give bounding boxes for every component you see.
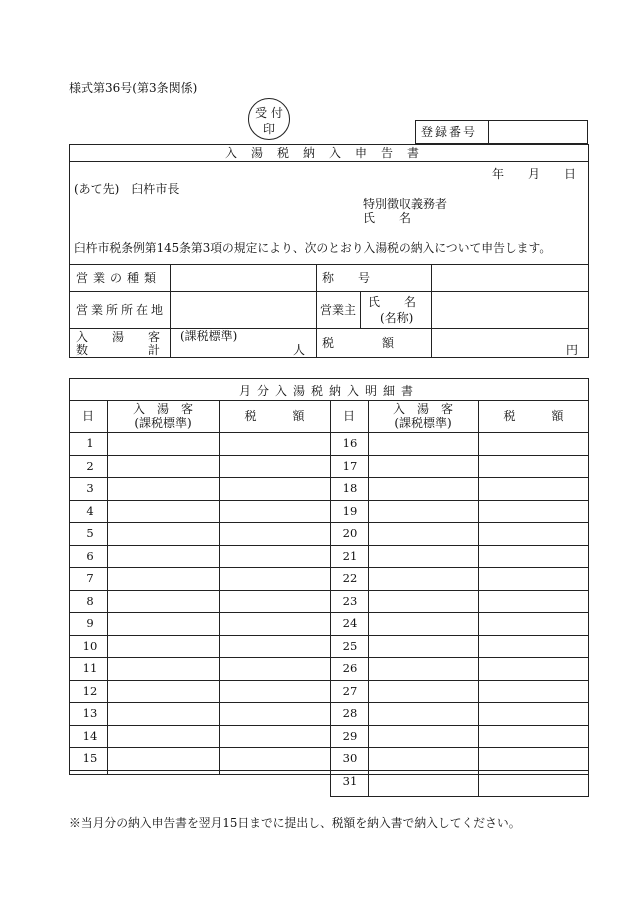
row-separator <box>69 680 589 681</box>
bathers-label-1: 入 湯 客 <box>76 330 161 344</box>
grid-line <box>107 400 108 775</box>
col-tax-left: 税 額 <box>244 409 305 423</box>
grid-line <box>368 400 369 797</box>
date-month-label: 月 <box>528 167 541 181</box>
row-separator <box>69 725 589 726</box>
grid-line <box>330 400 331 775</box>
row-separator <box>69 590 589 591</box>
day-number: 7 <box>86 571 94 585</box>
day-number: 8 <box>86 594 94 608</box>
day-number: 2 <box>86 459 94 473</box>
registration-number-field[interactable] <box>489 121 587 143</box>
business-type-label: 営業の種類 <box>76 271 162 285</box>
business-name-label: 称 号 <box>322 271 371 285</box>
day-number: 6 <box>86 549 94 563</box>
day-number: 9 <box>86 616 94 630</box>
day-number: 29 <box>342 729 358 743</box>
day-number: 25 <box>342 639 358 653</box>
day-number: 3 <box>86 481 94 495</box>
row-separator <box>69 657 589 658</box>
day-number: 1 <box>86 436 94 450</box>
day-number: 15 <box>82 751 98 765</box>
bathers-label-2: 数 計 <box>76 343 161 357</box>
stamp-line2: 印 <box>262 122 275 136</box>
business-type-field[interactable] <box>171 265 316 291</box>
owner-name-label: 氏 名 <box>368 295 417 309</box>
reception-stamp-circle <box>248 98 290 140</box>
day-number: 10 <box>82 639 98 653</box>
bathers-count-field[interactable] <box>171 329 316 357</box>
row-separator <box>69 455 589 456</box>
row-separator <box>69 545 589 546</box>
col-bathers-right-1: 入 湯 客 <box>392 402 453 416</box>
row-separator <box>69 612 589 613</box>
form-id: 様式第36号(第3条関係) <box>69 81 198 95</box>
col-day-left: 日 <box>82 409 95 423</box>
business-name-field[interactable] <box>432 265 588 291</box>
row-separator <box>69 432 589 433</box>
statement: 臼杵市税条例第145条第3項の規定により、次のとおり入湯税の納入について申告します。 <box>74 241 552 255</box>
grid-line <box>478 400 479 797</box>
col-bathers-right-2: (課税標準) <box>394 416 452 430</box>
day-number: 17 <box>342 459 358 473</box>
location-label: 営業所所在地 <box>76 303 167 317</box>
row-separator <box>69 500 589 501</box>
day-number: 30 <box>342 751 358 765</box>
day-number: 26 <box>342 661 358 675</box>
owner-label: 営業主 <box>320 303 357 317</box>
col-bathers-left-2: (課税標準) <box>134 416 192 430</box>
day-number: 12 <box>82 684 98 698</box>
day-number: 20 <box>342 526 358 540</box>
person-unit: 人 <box>293 343 306 357</box>
day-number: 11 <box>82 661 98 675</box>
name-label: 氏 名 <box>363 211 412 225</box>
row-separator <box>69 477 589 478</box>
day-number: 22 <box>342 571 358 585</box>
collector-label: 特別徴収義務者 <box>363 197 448 211</box>
day-number: 21 <box>342 549 358 563</box>
day-number: 28 <box>342 706 358 720</box>
title-divider <box>69 161 589 162</box>
day-number: 31 <box>342 774 358 788</box>
grid-line <box>316 264 317 358</box>
tax-amount-label: 税 額 <box>322 336 395 350</box>
day-number: 19 <box>342 504 358 518</box>
form-title: 入湯税納入申告書 <box>224 146 433 160</box>
date-year-label: 年 <box>492 167 505 181</box>
registration-label: 登録番号 <box>421 125 478 139</box>
day-number: 14 <box>82 729 98 743</box>
date-day-label: 日 <box>564 167 577 181</box>
day-number: 23 <box>342 594 358 608</box>
stamp-line1: 受 付 <box>255 106 283 120</box>
row-separator <box>69 635 589 636</box>
location-field[interactable] <box>171 292 316 328</box>
row-separator <box>69 747 589 748</box>
day-number: 16 <box>342 436 358 450</box>
day-number: 27 <box>342 684 358 698</box>
day-number: 18 <box>342 481 358 495</box>
detail-title: 月分入湯税納入明細書 <box>238 384 419 398</box>
grid-line <box>69 400 589 401</box>
owner-title-label: (名称) <box>380 311 414 325</box>
footnote: ※当月分の納入申告書を翌月15日までに提出し、税額を納入書で納入してください。 <box>69 816 521 830</box>
detail-table <box>69 378 589 775</box>
col-tax-right: 税 額 <box>503 409 564 423</box>
tax-base-label: (課税標準) <box>180 329 238 343</box>
tax-amount-field[interactable] <box>432 329 588 357</box>
day-number: 4 <box>86 504 94 518</box>
col-bathers-left-1: 入 湯 客 <box>132 402 193 416</box>
grid-line <box>360 291 361 328</box>
day-number: 5 <box>86 526 94 540</box>
day-number: 13 <box>82 706 98 720</box>
row-separator <box>69 522 589 523</box>
yen-unit: 円 <box>566 343 579 357</box>
row-separator <box>69 770 589 771</box>
col-day-right: 日 <box>343 409 356 423</box>
day-number: 24 <box>342 616 358 630</box>
owner-name-field[interactable] <box>432 292 588 328</box>
addressee: (あて先) 臼杵市長 <box>74 182 180 196</box>
row-separator <box>69 567 589 568</box>
row-separator <box>69 702 589 703</box>
grid-line <box>219 400 220 775</box>
